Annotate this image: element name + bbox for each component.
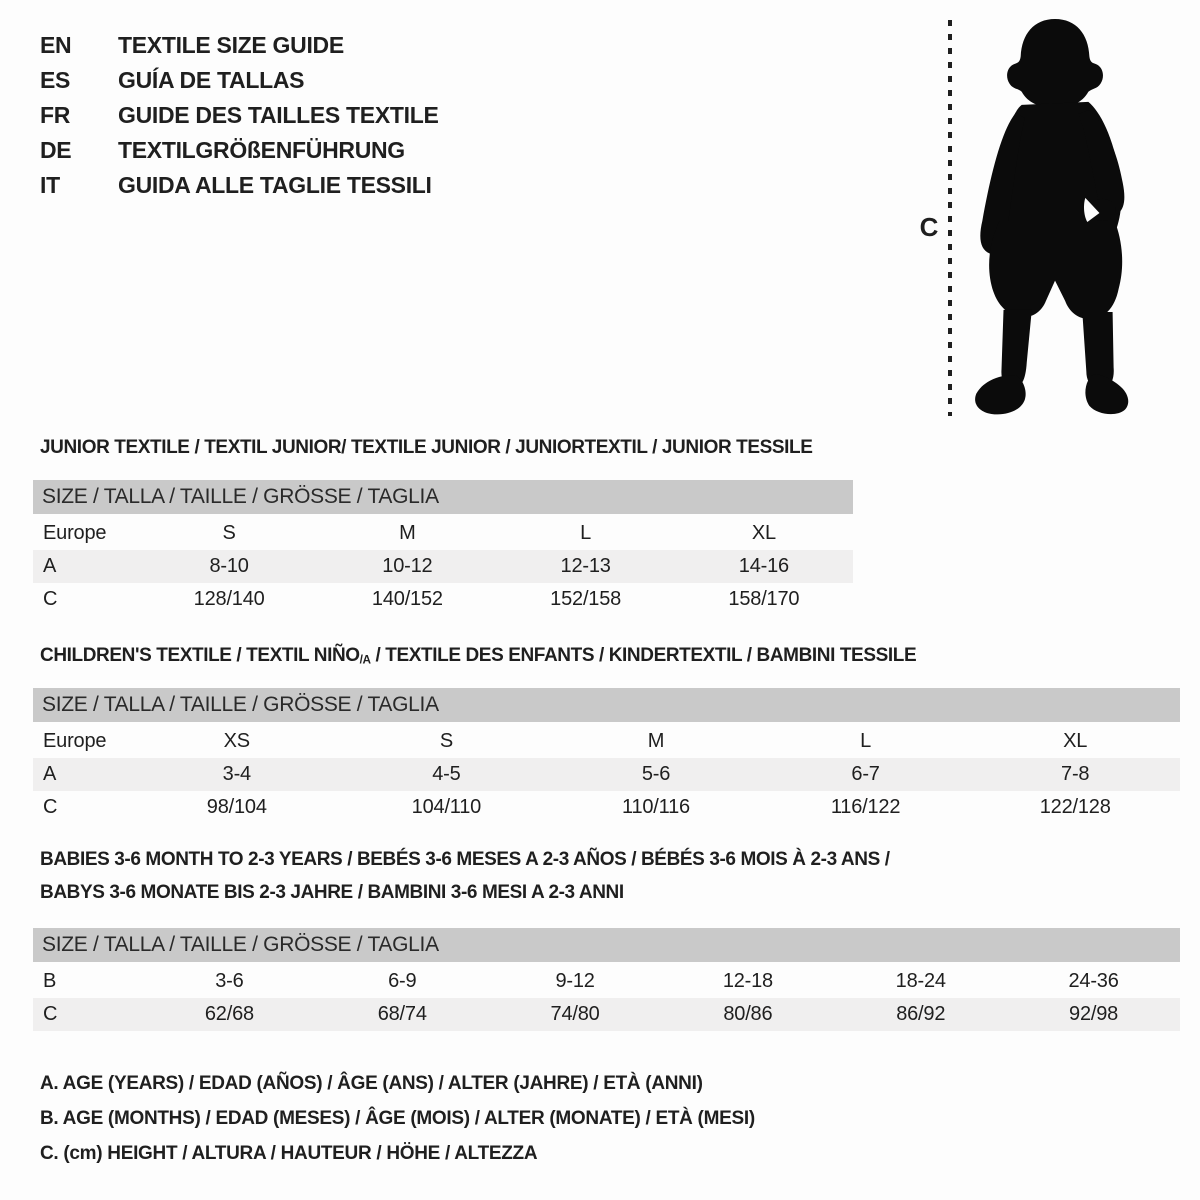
table-row	[33, 725, 1180, 758]
language-row-fr	[40, 98, 439, 133]
row-label-cell: Europe	[43, 730, 107, 752]
children-title-pre: CHILDREN'S TEXTILE / TEXTIL NIÑO	[40, 645, 360, 666]
size-cell: 158/170	[728, 588, 800, 610]
legend-line-b: B. AGE (MONTHS) / EDAD (MESES) / ÂGE (MOIS) / ALTER (MONATE) / ETÀ (MESI)	[40, 1108, 755, 1129]
junior-size-table	[33, 480, 853, 616]
row-label-cell: B	[43, 970, 57, 992]
language-label: GUIDE DES TAILLES TEXTILE	[118, 102, 439, 128]
size-table-header: SIZE / TALLA / TAILLE / GRÖSSE / TAGLIA	[33, 480, 853, 514]
measurement-legend	[40, 1066, 755, 1171]
baby-silhouette-icon	[968, 14, 1136, 418]
children-section-title	[40, 645, 916, 667]
children-title-post: / TEXTILE DES ENFANTS / KINDERTEXTIL / BAMBINI TESSILE	[370, 645, 917, 666]
row-label-cell: A	[43, 555, 57, 577]
size-cell: 3-6	[215, 970, 244, 992]
size-cell: 110/116	[622, 796, 690, 818]
size-cell: 5-6	[641, 763, 671, 785]
size-cell: 86/92	[896, 1003, 946, 1025]
table-row	[33, 550, 853, 583]
language-code: EN	[40, 32, 72, 58]
babies-size-table	[33, 928, 1180, 1031]
size-cell: 98/104	[206, 796, 267, 818]
language-code: FR	[40, 102, 71, 128]
children-size-table	[33, 688, 1180, 824]
size-cell: 14-16	[738, 555, 789, 577]
size-cell: 7-8	[1061, 763, 1090, 785]
language-label: TEXTILE SIZE GUIDE	[118, 32, 344, 58]
language-list	[40, 28, 439, 203]
junior-section-title: JUNIOR TEXTILE / TEXTIL JUNIOR/ TEXTILE JUNIOR / JUNIORTEXTIL / JUNIOR TESSILE	[40, 437, 813, 458]
language-label: TEXTILGRÖßENFÜHRUNG	[118, 137, 405, 163]
legend-line-a: A. AGE (YEARS) / EDAD (AÑOS) / ÂGE (ANS) / ALTER (JAHRE) / ETÀ (ANNI)	[40, 1073, 703, 1094]
babies-section-title	[40, 843, 890, 909]
children-title-sub: /A	[359, 653, 371, 667]
size-cell: 6-7	[851, 763, 880, 785]
size-cell: 80/86	[723, 1003, 773, 1025]
size-cell: 6-9	[388, 970, 417, 992]
row-label-cell: C	[43, 588, 58, 610]
size-cell: 68/74	[377, 1003, 427, 1025]
size-cell: 122/128	[1039, 796, 1111, 818]
size-cell: 62/68	[204, 1003, 254, 1025]
table-row	[33, 965, 1180, 998]
row-label-cell: A	[43, 763, 57, 785]
size-cell: 152/158	[550, 588, 622, 610]
size-cell: 18-24	[895, 970, 946, 992]
size-cell: 8-10	[209, 555, 249, 577]
size-cell: S	[222, 522, 236, 544]
size-table-header: SIZE / TALLA / TAILLE / GRÖSSE / TAGLIA	[33, 688, 1180, 722]
size-cell: L	[580, 522, 592, 544]
legend-line-c: C. (cm) HEIGHT / ALTURA / HAUTEUR / HÖHE / ALTEZZA	[40, 1143, 538, 1164]
size-cell: 12-13	[560, 555, 611, 577]
row-label-cell: C	[43, 1003, 58, 1025]
size-cell: L	[860, 730, 872, 752]
size-cell: 140/152	[371, 588, 443, 610]
size-cell: 116/122	[830, 796, 901, 818]
table-row	[33, 791, 1180, 824]
table-row	[33, 998, 1180, 1031]
size-cell: M	[647, 730, 665, 752]
size-table-header: SIZE / TALLA / TAILLE / GRÖSSE / TAGLIA	[33, 928, 1180, 962]
table-row	[33, 583, 853, 616]
language-label: GUÍA DE TALLAS	[118, 67, 305, 93]
language-code: ES	[40, 67, 71, 93]
table-row	[33, 517, 853, 550]
size-cell: 104/110	[411, 796, 482, 818]
babies-title-line2: BABYS 3-6 MONATE BIS 2-3 JAHRE / BAMBINI 3-6 MESI A 2-3 ANNI	[40, 882, 624, 903]
size-cell: XS	[223, 730, 250, 752]
size-cell: XL	[1063, 730, 1088, 752]
height-marker-label: C	[919, 212, 939, 242]
size-cell: 92/98	[1069, 1003, 1119, 1025]
size-cell: 74/80	[550, 1003, 600, 1025]
size-cell: 9-12	[555, 970, 595, 992]
language-row-it	[40, 168, 439, 203]
size-cell: 24-36	[1068, 970, 1119, 992]
babies-title-line1: BABIES 3-6 MONTH TO 2-3 YEARS / BEBÉS 3-6 MESES A 2-3 AÑOS / BÉBÉS 3-6 MOIS À 2-3 ANS /	[40, 849, 890, 870]
size-cell: 3-4	[222, 763, 251, 785]
height-dashed-line	[948, 20, 952, 416]
table-row	[33, 758, 1180, 791]
row-label-cell: Europe	[43, 522, 107, 544]
language-row-de	[40, 133, 439, 168]
size-cell: M	[399, 522, 416, 544]
size-cell: S	[439, 730, 453, 752]
size-cell: 4-5	[432, 763, 461, 785]
size-cell: 10-12	[382, 555, 433, 577]
language-label: GUIDA ALLE TAGLIE TESSILI	[118, 172, 432, 198]
size-cell: 128/140	[193, 588, 265, 610]
language-code: IT	[40, 172, 60, 198]
language-row-es	[40, 63, 439, 98]
language-row-en	[40, 28, 439, 63]
language-code: DE	[40, 137, 72, 163]
size-cell: 12-18	[722, 970, 773, 992]
size-cell: XL	[751, 522, 776, 544]
row-label-cell: C	[43, 796, 58, 818]
